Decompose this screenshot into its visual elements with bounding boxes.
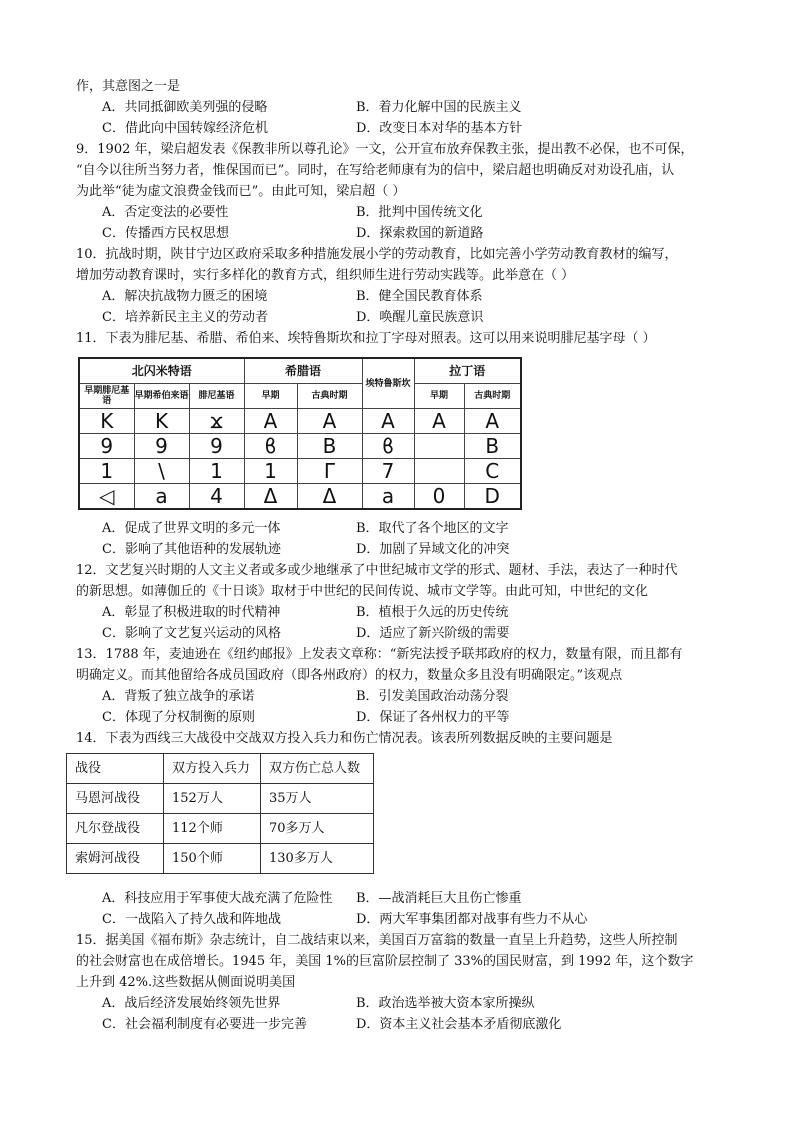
table-cell: 70多万人 [261, 814, 374, 844]
option-b: B．批判中国传统文化 [356, 205, 483, 220]
question-15 [76, 930, 724, 1035]
exam-page [76, 76, 724, 1035]
option-d: D．适应了新兴阶级的需要 [356, 626, 510, 641]
option-a: A．共同抵御欧美列强的侵略 [102, 100, 268, 115]
glyph-cell: ϐ [362, 434, 414, 459]
option-a: A．促成了世界文明的多元一体 [102, 521, 281, 536]
question-stem-line: 为此举“徒为虚文浪费金钱而已”。由此可知，梁启超（ ） [76, 184, 406, 199]
table-row [67, 784, 374, 814]
option-d: D．唤醒儿童民族意识 [356, 310, 484, 325]
table-row [79, 434, 521, 459]
question-9 [76, 139, 724, 244]
glyph-cell: 1 [189, 459, 244, 484]
options-grid [102, 888, 724, 930]
question-stem-line: 作，其意图之一是 [76, 79, 181, 94]
table-cell: 152万人 [164, 784, 261, 814]
glyph-cell [414, 459, 464, 484]
option-c: C．培养新民主主义的劳动者 [102, 310, 268, 325]
question-stem-line: 10．抗战时期，陕甘宁边区政府采取多种措施发展小学的劳动教育，比如完善小学劳动教育教材的编写， [76, 247, 678, 262]
option-c: C．一战陷入了持久战和阵地战 [102, 912, 281, 927]
table-row [79, 409, 521, 434]
group-header: 拉丁语 [414, 358, 521, 384]
glyph-cell: 9 [79, 434, 134, 459]
glyph-cell: ϐ [244, 434, 297, 459]
options-grid [102, 202, 724, 244]
option-d: D．探索救国的新道路 [356, 226, 484, 241]
option-c: C．影响了其他语种的发展轨迹 [102, 542, 281, 557]
glyph-cell: A [414, 409, 464, 434]
table-cell: 35万人 [261, 784, 374, 814]
option-b: B．植根于久远的历史传统 [356, 605, 509, 620]
table-cell: 150个师 [164, 844, 261, 874]
option-a: A．背叛了独立战争的承诺 [102, 689, 255, 704]
sub-header: 早期 [414, 384, 464, 409]
table-cell: 凡尔登战役 [67, 814, 164, 844]
table-header-row [67, 754, 374, 784]
glyph-cell: 9 [134, 434, 189, 459]
options-grid [102, 993, 724, 1035]
options-grid [102, 686, 724, 728]
question-13 [76, 644, 724, 728]
question-8 [76, 76, 724, 139]
option-d: D．加剧了异域文化的冲突 [356, 542, 510, 557]
table-row [67, 844, 374, 874]
question-stem-line: 15．据美国《福布斯》杂志统计，自二战结束以来，美国百万富翁的数量一直呈上升趋势，这些人所控制 [76, 933, 678, 948]
option-c: C．社会福利制度有必要进一步完善 [102, 1017, 307, 1032]
question-stem-line: 明确定义。而其他留给各成员国政府（即各州政府）的权力，数量众多且没有明确限定。”该观点 [76, 668, 623, 683]
options-grid [102, 286, 724, 328]
table-row [67, 814, 374, 844]
sub-header: 古典时期 [297, 384, 362, 409]
group-header: 希腊语 [244, 358, 362, 384]
question-12 [76, 560, 724, 644]
glyph-cell: A [297, 409, 362, 434]
glyph-cell: B [297, 434, 362, 459]
glyph-cell: B [464, 434, 521, 459]
glyph-cell: a [362, 484, 414, 510]
glyph-cell: D [464, 484, 521, 510]
sub-header: 早期腓尼基语 [79, 384, 134, 409]
option-d: D．改变日本对华的基本方针 [356, 121, 523, 136]
column-header: 双方投入兵力 [164, 754, 261, 784]
glyph-cell: C [464, 459, 521, 484]
glyph-cell: Δ [244, 484, 297, 510]
sub-header: 古典时期 [464, 384, 521, 409]
question-stem-line: 增加劳动教育课时，实行多样化的教育方式，组织师生进行劳动实践等。此举意在（ ） [76, 268, 575, 283]
question-stem-line: 11．下表为腓尼基、希腊、希伯来、埃特鲁斯坎和拉丁字母对照表。这可以用来说明腓尼基字母（ ） [76, 331, 656, 346]
option-a: A．彰显了积极进取的时代精神 [102, 605, 281, 620]
options-grid [102, 518, 724, 560]
glyph-cell: 1 [244, 459, 297, 484]
question-stem-line: 的社会财富也在成倍增长。1945 年，美国 1%的巨富阶层控制了 33%的国民财富，到 1992 年，这个数字 [76, 954, 694, 969]
options-grid [102, 97, 724, 139]
question-10 [76, 244, 724, 328]
column-header: 双方伤亡总人数 [261, 754, 374, 784]
sub-header: 早期 [244, 384, 297, 409]
question-stem-line: 9．1902 年，梁启超发表《保教非所以尊孔论》一文，公开宣布放弃保教主张，提出教不必保，也不可保， [76, 142, 694, 157]
sub-header: 早期希伯来语 [134, 384, 189, 409]
glyph-cell: ◁ [79, 484, 134, 510]
glyph-cell: A [244, 409, 297, 434]
table-cell: 索姆河战役 [67, 844, 164, 874]
glyph-cell: A [362, 409, 414, 434]
column-header: 战役 [67, 754, 164, 784]
option-c: C．传播西方民权思想 [102, 226, 229, 241]
group-header: 北闪米特语 [79, 358, 244, 384]
question-11 [76, 328, 724, 560]
options-grid [102, 602, 724, 644]
glyph-cell: 0 [414, 484, 464, 510]
option-b: B．政治选举被大资本家所操纵 [356, 996, 535, 1011]
group-header: 埃特鲁斯坎 [362, 358, 414, 409]
table-cell: 130多万人 [261, 844, 374, 874]
option-b: B．—战消耗巨大且伤亡惨重 [356, 891, 522, 906]
glyph-cell: Δ [297, 484, 362, 510]
table-row [79, 459, 521, 484]
option-a: A．科技应用于军事使大战充满了危险性 [102, 891, 333, 906]
glyph-cell [414, 434, 464, 459]
glyph-cell: 4 [189, 484, 244, 510]
option-b: B．着力化解中国的民族主义 [356, 100, 522, 115]
glyph-cell: Γ [297, 459, 362, 484]
sub-header: 腓尼基语 [189, 384, 244, 409]
option-b: B．健全国民教育体系 [356, 289, 483, 304]
question-stem-line: 12．文艺复兴时期的人文主义者或多或少地继承了中世纪城市文学的形式、题材、手法，表达了一种时代 [76, 563, 678, 578]
glyph-cell: a [134, 484, 189, 510]
option-d: D．保证了各州权力的平等 [356, 710, 510, 725]
glyph-cell: K [134, 409, 189, 434]
question-stem-line: 的新思想。如薄伽丘的《十日谈》取材于中世纪的民间传说、城市文学等。由此可知，中世纪的文化 [76, 584, 649, 599]
option-c: C．影响了文艺复兴运动的风格 [102, 626, 281, 641]
battle-table [66, 753, 374, 874]
question-stem-line: “自今以往所当努力者，惟保国而已”。同时，在写给老师康有为的信中，梁启超也明确反对劝设孔庙，认 [76, 163, 675, 178]
question-stem-line: 13．1788 年，麦迪逊在《纽约邮报》上发表文章称：“新宪法授予联邦政府的权力，数量有限，而且都有 [76, 647, 683, 662]
option-d: D．资本主义社会基本矛盾彻底激化 [356, 1017, 562, 1032]
option-a: A．否定变法的必要性 [102, 205, 229, 220]
option-b: B．引发美国政治动荡分裂 [356, 689, 509, 704]
table-row [79, 484, 521, 510]
option-a: A．解决抗战物力匮乏的困境 [102, 289, 268, 304]
glyph-cell: ϫ [189, 409, 244, 434]
table-cell: 112个师 [164, 814, 261, 844]
glyph-cell: 7 [362, 459, 414, 484]
question-14 [76, 728, 724, 930]
option-a: A．战后经济发展始终领先世界 [102, 996, 281, 1011]
option-c: C．借此向中国转嫁经济危机 [102, 121, 268, 136]
table-cell: 马恩河战役 [67, 784, 164, 814]
glyph-cell: A [464, 409, 521, 434]
option-b: B．取代了各个地区的文字 [356, 521, 509, 536]
alphabet-table [78, 357, 522, 510]
option-c: C．体现了分权制衡的原则 [102, 710, 255, 725]
glyph-cell: 1 [79, 459, 134, 484]
question-stem-line: 上升到 42%.这些数据从侧面说明美国 [76, 975, 296, 990]
option-d: D．两大军事集团都对战事有些力不从心 [356, 912, 588, 927]
glyph-cell: K [79, 409, 134, 434]
glyph-cell: 9 [189, 434, 244, 459]
question-stem-line: 14．下表为西线三大战役中交战双方投入兵力和伤亡情况表。该表所列数据反映的主要问题是 [76, 731, 613, 746]
glyph-cell: \ [134, 459, 189, 484]
